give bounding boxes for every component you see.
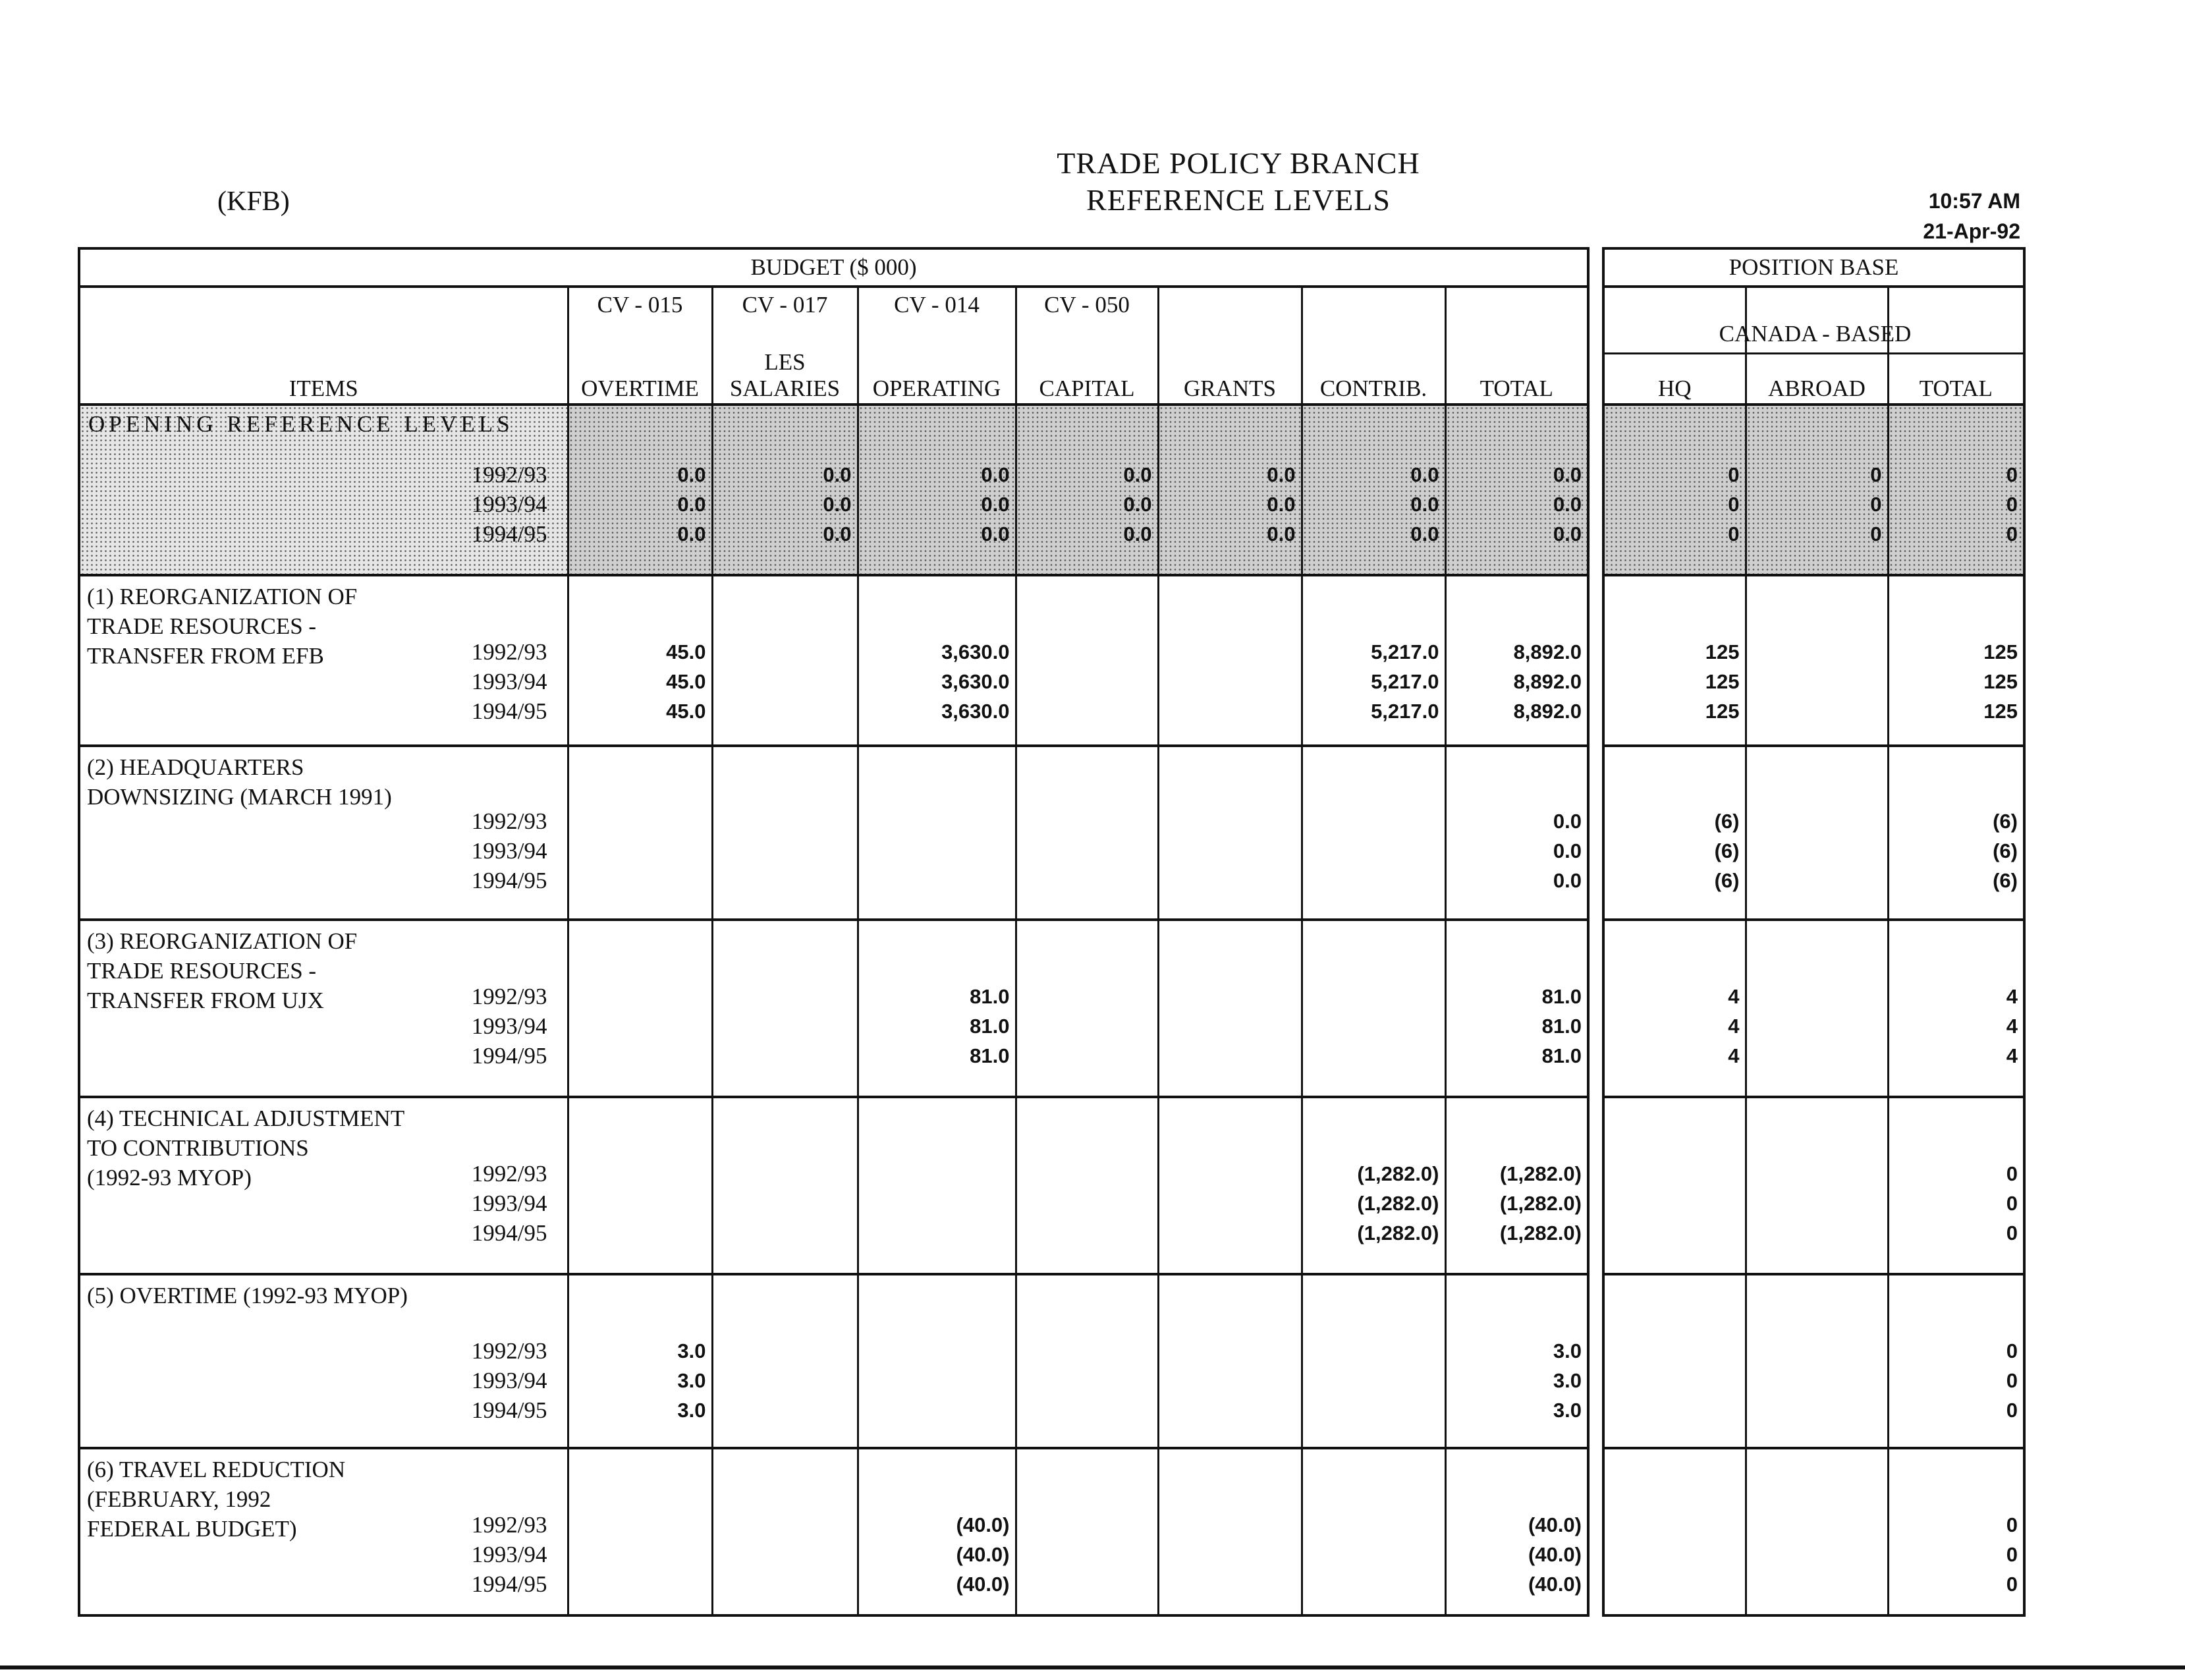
value-contrib: (1,282.0) (1,282.0) (1,282.0) [1357, 1162, 1439, 1245]
item-title: OPENING REFERENCE LEVELS [88, 411, 514, 437]
total-column-header: TOTAL [1445, 287, 1588, 405]
document-title [988, 145, 1489, 219]
item-title: (1) REORGANIZATION OF TRADE RESOURCES - TRANSFER FROM EFB [87, 584, 358, 669]
print-date: 21-Apr-92 [1923, 219, 2020, 243]
print-time: 10:57 AM [1928, 189, 2020, 213]
cell-grants [1158, 1448, 1302, 1615]
value-hq: 125 125 125 [1705, 640, 1740, 723]
cell-grants [1158, 1097, 1302, 1274]
value-pos_total: (6) (6) (6) [1993, 810, 2018, 892]
cell-hq [1603, 746, 1746, 920]
value-total: (40.0) (40.0) (40.0) [1528, 1513, 1582, 1596]
item-cell [79, 1448, 568, 1615]
position-total-column-header: TOTAL [1888, 287, 2024, 405]
cell-total [1445, 575, 1588, 746]
items-column-header: ITEMS [79, 287, 568, 405]
value-total: 0.0 0.0 0.0 [1553, 810, 1582, 892]
cell-overtime [568, 746, 712, 920]
cell-grants [1158, 1274, 1302, 1448]
cell-overtime [568, 405, 712, 575]
position-band-header: POSITION BASE [1603, 248, 2024, 287]
cell-hq [1603, 920, 1746, 1097]
value-operating: (40.0) (40.0) (40.0) [956, 1513, 1010, 1596]
value-overtime: 45.0 45.0 45.0 [666, 640, 706, 723]
cell-les [712, 1448, 858, 1615]
cell-capital [1016, 1097, 1158, 1274]
value-pos_total: 0 0 0 [2006, 1339, 2018, 1422]
cell-grants [1158, 746, 1302, 920]
cell-pos_total [1888, 746, 2024, 920]
cell-abroad [1746, 405, 1888, 575]
fiscal-years: 1992/93 1993/94 1994/95 [471, 808, 547, 893]
table-row [1603, 575, 2024, 746]
item-cell [79, 920, 568, 1097]
table-row [79, 1274, 1588, 1448]
value-operating: 0.0 0.0 0.0 [981, 463, 1010, 546]
page-bottom-rule [0, 1666, 2185, 1669]
cell-overtime [568, 1274, 712, 1448]
value-grants: 0.0 0.0 0.0 [1267, 463, 1296, 546]
grants-column-header: GRANTS [1158, 287, 1302, 405]
cell-grants [1158, 405, 1302, 575]
cell-overtime [568, 1448, 712, 1615]
value-hq: 4 4 4 [1728, 985, 1740, 1067]
item-title: (5) OVERTIME (1992-93 MYOP) [87, 1283, 408, 1308]
cell-total [1445, 405, 1588, 575]
cell-operating [858, 920, 1016, 1097]
canada-based-header: CANADA - BASED [1605, 321, 2026, 354]
item-cell [79, 1274, 568, 1448]
cell-abroad [1746, 920, 1888, 1097]
cell-operating [858, 575, 1016, 746]
value-overtime: 0.0 0.0 0.0 [677, 463, 706, 546]
cell-capital [1016, 575, 1158, 746]
position-base-table [1602, 247, 2026, 1617]
value-overtime: 3.0 3.0 3.0 [677, 1339, 706, 1422]
overtime-column-header: CV - 015 OVERTIME [568, 287, 712, 405]
budget-table [78, 247, 1590, 1617]
value-les: 0.0 0.0 0.0 [823, 463, 852, 546]
cell-capital [1016, 920, 1158, 1097]
item-title: (6) TRAVEL REDUCTION (FEBRUARY, 1992 FEDERAL BUDGET) [87, 1457, 346, 1542]
cell-overtime [568, 920, 712, 1097]
cell-capital [1016, 1274, 1158, 1448]
value-operating: 81.0 81.0 81.0 [970, 985, 1010, 1067]
cell-contrib [1302, 920, 1445, 1097]
fiscal-years: 1992/93 1993/94 1994/95 [471, 984, 547, 1069]
cell-grants [1158, 920, 1302, 1097]
value-pos_total: 0 0 0 [2006, 1162, 2018, 1245]
cell-capital [1016, 746, 1158, 920]
table-row [1603, 405, 2024, 575]
cell-abroad [1746, 575, 1888, 746]
contrib-column-header: CONTRIB. [1302, 287, 1445, 405]
cell-grants [1158, 575, 1302, 746]
cell-pos_total [1888, 1097, 2024, 1274]
cell-les [712, 746, 858, 920]
value-pos_total: 0 0 0 [2006, 463, 2018, 546]
value-abroad: 0 0 0 [1870, 463, 1882, 546]
cell-total [1445, 920, 1588, 1097]
item-cell [79, 575, 568, 746]
budget-band-header: BUDGET ($ 000) [79, 248, 1588, 287]
timestamp [1923, 186, 2020, 246]
fiscal-years: 1992/93 1993/94 1994/95 [471, 1338, 547, 1423]
cell-operating [858, 1448, 1016, 1615]
table-row [79, 405, 1588, 575]
hq-column-header: CANADA - BASED HQ [1603, 287, 1746, 405]
item-title: (4) TECHNICAL ADJUSTMENT TO CONTRIBUTIONS (1992-93 MYOP) [87, 1106, 405, 1190]
cell-total [1445, 1097, 1588, 1274]
abroad-column-header: ABROAD [1746, 287, 1888, 405]
table-row [1603, 1274, 2024, 1448]
item-cell [79, 1097, 568, 1274]
value-pos_total: 125 125 125 [1983, 640, 2018, 723]
cell-capital [1016, 1448, 1158, 1615]
value-capital: 0.0 0.0 0.0 [1123, 463, 1152, 546]
fiscal-years: 1992/93 1993/94 1994/95 [471, 1512, 547, 1597]
cell-total [1445, 1448, 1588, 1615]
cell-contrib [1302, 1274, 1445, 1448]
cell-hq [1603, 1274, 1746, 1448]
cell-operating [858, 1274, 1016, 1448]
cell-les [712, 405, 858, 575]
value-pos_total: 4 4 4 [2006, 985, 2018, 1067]
cell-contrib [1302, 1097, 1445, 1274]
fiscal-years: 1992/93 1993/94 1994/95 [471, 462, 547, 547]
table-row [79, 920, 1588, 1097]
cell-hq [1603, 575, 1746, 746]
fiscal-years: 1992/93 1993/94 1994/95 [471, 639, 547, 724]
cell-hq [1603, 405, 1746, 575]
cell-abroad [1746, 1448, 1888, 1615]
cell-les [712, 575, 858, 746]
cell-contrib [1302, 575, 1445, 746]
fiscal-years: 1992/93 1993/94 1994/95 [471, 1161, 547, 1246]
cell-contrib [1302, 405, 1445, 575]
cell-pos_total [1888, 920, 2024, 1097]
item-cell [79, 746, 568, 920]
value-total: (1,282.0) (1,282.0) (1,282.0) [1499, 1162, 1582, 1245]
cell-operating [858, 746, 1016, 920]
cell-pos_total [1888, 1448, 2024, 1615]
table-row [1603, 746, 2024, 920]
cell-total [1445, 746, 1588, 920]
cell-pos_total [1888, 1274, 2024, 1448]
table-row [1603, 1448, 2024, 1615]
capital-column-header: CV - 050 CAPITAL [1016, 287, 1158, 405]
table-row [79, 1097, 1588, 1274]
cell-les [712, 1097, 858, 1274]
value-total: 8,892.0 8,892.0 8,892.0 [1513, 640, 1582, 723]
value-hq: (6) (6) (6) [1714, 810, 1740, 892]
cell-hq [1603, 1097, 1746, 1274]
cell-abroad [1746, 1097, 1888, 1274]
table-row [1603, 1097, 2024, 1274]
cell-abroad [1746, 746, 1888, 920]
operating-column-header: CV - 014 OPERATING [858, 287, 1016, 405]
cell-contrib [1302, 1448, 1445, 1615]
table-row [79, 575, 1588, 746]
cell-pos_total [1888, 575, 2024, 746]
cell-abroad [1746, 1274, 1888, 1448]
cell-overtime [568, 575, 712, 746]
cell-overtime [568, 1097, 712, 1274]
value-hq: 0 0 0 [1728, 463, 1740, 546]
cell-pos_total [1888, 405, 2024, 575]
title-line-2: REFERENCE LEVELS [1086, 183, 1391, 217]
cell-total [1445, 1274, 1588, 1448]
table-row [79, 1448, 1588, 1615]
cell-operating [858, 405, 1016, 575]
title-line-1: TRADE POLICY BRANCH [1057, 146, 1420, 180]
value-contrib: 5,217.0 5,217.0 5,217.0 [1371, 640, 1439, 723]
value-contrib: 0.0 0.0 0.0 [1410, 463, 1439, 546]
value-total: 3.0 3.0 3.0 [1553, 1339, 1582, 1422]
value-total: 0.0 0.0 0.0 [1553, 463, 1582, 546]
table-row [79, 746, 1588, 920]
item-title: (3) REORGANIZATION OF TRADE RESOURCES - TRANSFER FROM UJX [87, 928, 358, 1013]
item-cell [79, 405, 568, 575]
document-code: (KFB) [217, 186, 290, 217]
cell-contrib [1302, 746, 1445, 920]
value-operating: 3,630.0 3,630.0 3,630.0 [941, 640, 1010, 723]
cell-hq [1603, 1448, 1746, 1615]
value-pos_total: 0 0 0 [2006, 1513, 2018, 1596]
cell-capital [1016, 405, 1158, 575]
value-total: 81.0 81.0 81.0 [1541, 985, 1582, 1067]
cell-les [712, 920, 858, 1097]
item-title: (2) HEADQUARTERS DOWNSIZING (MARCH 1991) [87, 754, 392, 810]
cell-les [712, 1274, 858, 1448]
cell-operating [858, 1097, 1016, 1274]
table-row [1603, 920, 2024, 1097]
les-salaries-column-header: CV - 017 LES SALARIES [712, 287, 858, 405]
